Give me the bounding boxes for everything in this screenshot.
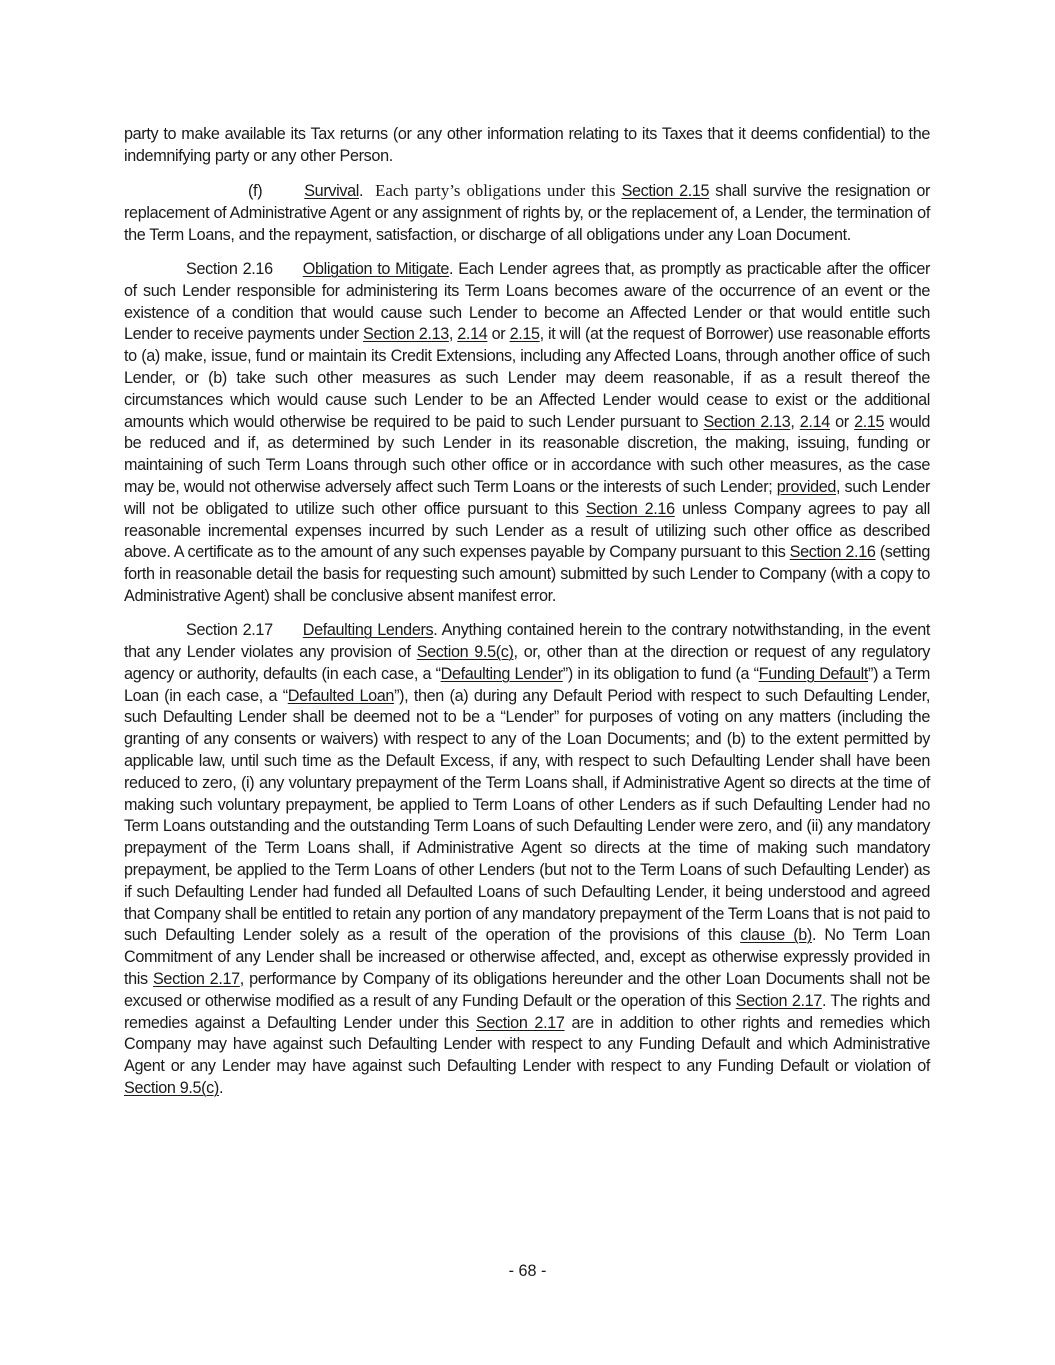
- document-body: [124, 124, 930, 1112]
- cross-reference: Section 2.16: [789, 543, 876, 562]
- cross-reference: Section 2.17: [475, 1013, 565, 1032]
- section-heading: Obligation to Mitigate: [302, 259, 450, 278]
- paragraph-text: party to make available its Tax returns (or any other information relating to its Taxes that it deems confidential) to the indemnifying party or any other Person.: [124, 125, 930, 165]
- page-number: - 68 -: [508, 1262, 547, 1280]
- defined-term: Defaulted Loan: [287, 686, 395, 705]
- paragraph-continuation: [124, 124, 930, 168]
- cross-reference: Section 2.17: [152, 969, 240, 988]
- defined-term-provided: provided: [776, 477, 837, 496]
- serif-text: Each party’s obligations under this: [375, 181, 616, 201]
- section-2-17: Section 2.17 Defaulting Lenders. Anything contained herein to the contrary notwithstanding, in the event that any Lender violates any provision of Section 9.5(c), or, other than at the direction or request of any regulatory agency or authority, defaults (in each case, a “Defaulting Lender”) in its obligation to fund (a “Funding Default”) a Term Loan (in each case, a “Defaulted Loan”), then (a) during any Default Period with respect to such Defaulting Lender, such Defaulting Lender shall be deemed not to be a “Lender” for purposes of voting on any matters (including the granting of any consents or waivers) with respect to any of the Loan Documents; and (b) to the extent permitted by applicable law, until such time as the Default Excess, if any, with respect to such Defaulting Lender shall have been reduced to zero, (i) any voluntary prepayment of the Term Loans shall, if Administrative Agent so directs at the time of making such voluntary prepayment, be applied to Term Loans of other Lenders as if such Defaulting Lender had no Term Loans outstanding and the outstanding Term Loans of such Defaulting Lender were zero, and (ii) any mandatory prepayment of the Term Loans shall, if Administrative Agent so directs at the time of making such mandatory prepayment, be applied to the Term Loans of other Lenders (but not to the Term Loans of such Defaulting Lender) as if such Defaulting Lender had funded all Defaulted Loans of such Defaulting Lender, it being understood and agreed that Company shall be entitled to retain any portion of any mandatory prepayment of the Term Loans that is not paid to such Defaulting Lender solely as a result of the operation of the provisions of this clause (b). No Term Loan Commitment of any Lender shall be increased or otherwise affected, and, except as otherwise expressly provided in this Section 2.17, performance by Company of its obligations hereunder and the other Loan Documents shall not be excused or otherwise modified as a result of any Funding Default or the operation of this Section 2.17. The rights and remedies against a Defaulting Lender under this Section 2.17 are in addition to other rights and remedies which Company may have against such Defaulting Lender with respect to any Funding Default and which Administrative Agent or any Lender may have against such Defaulting Lender with respect to any Funding Default or violation of Section 9.5(c).: [124, 621, 931, 1097]
- cross-reference: 2.14: [457, 325, 488, 344]
- section-heading: Defaulting Lenders: [302, 621, 434, 640]
- cross-reference: Section 2.17: [735, 991, 822, 1010]
- section-number: Section 2.16: [186, 259, 273, 278]
- cross-reference: Section 2.13: [363, 325, 449, 344]
- subsection-heading: Survival: [304, 182, 360, 201]
- cross-reference: Section 2.15: [621, 182, 710, 201]
- defined-term: Funding Default: [758, 664, 869, 683]
- cross-reference: Section 9.5(c): [124, 1078, 219, 1097]
- section-2-16: Section 2.16 Obligation to Mitigate. Each Lender agrees that, as promptly as practicable after the officer of such Lender responsible for administering its Term Loans becomes aware of the occurrence of an event or the existence of a condition that would cause such Lender to become an Affected Lender or that would entitle such Lender to receive payments under Section 2.13, 2.14 or 2.15, it will (at the request of Borrower) use reasonable efforts to (a) make, issue, fund or maintain its Credit Extensions, including any Affected Loans, through another office of such Lender, or (b) take such other measures as such Lender may deem reasonable, if as a result thereof the circumstances which would cause such Lender to be an Affected Lender would cease to exist or the additional amounts which would otherwise be required to be paid to such Lender pursuant to Section 2.13, 2.14 or 2.15 would be reduced and if, as determined by such Lender in its reasonable discretion, the making, issuing, funding or maintaining of such Term Loans through such other office or in accordance with such other measures, as the case may be, would not otherwise adversely affect such Term Loans or the interests of such Lender; provided, such Lender will not be obligated to utilize such other office pursuant to this Section 2.16 unless Company agrees to pay all reasonable incremental expenses incurred by such Lender as a result of utilizing such other office as described above. A certificate as to the amount of any such expenses payable by Company pursuant to this Section 2.16 (setting forth in reasonable detail the basis for requesting such amount) submitted by such Lender to Company (with a copy to Administrative Agent) shall be conclusive absent manifest error.: [124, 259, 931, 605]
- defined-term: Defaulting Lender: [440, 664, 563, 683]
- section-number: Section 2.17: [186, 621, 273, 640]
- subsection-label: (f): [248, 182, 263, 201]
- cross-reference: Section 9.5(c): [416, 643, 514, 662]
- cross-reference: 2.15: [854, 412, 885, 431]
- cross-reference: Section 2.13: [703, 412, 791, 431]
- cross-reference: clause (b): [740, 926, 812, 945]
- cross-reference: 2.14: [799, 412, 830, 431]
- cross-reference: 2.15: [509, 325, 540, 344]
- subsection-f: (f) Survival. Each party’s obligations under this Section 2.15 shall survive the resignation or replacement of Administrative Agent or any assignment of rights by, or the replacement of, a Lender, the termination of the Term Loans, and the repayment, satisfaction, or discharge of all obligations under any Loan Document.: [124, 181, 931, 244]
- cross-reference: Section 2.16: [585, 499, 675, 518]
